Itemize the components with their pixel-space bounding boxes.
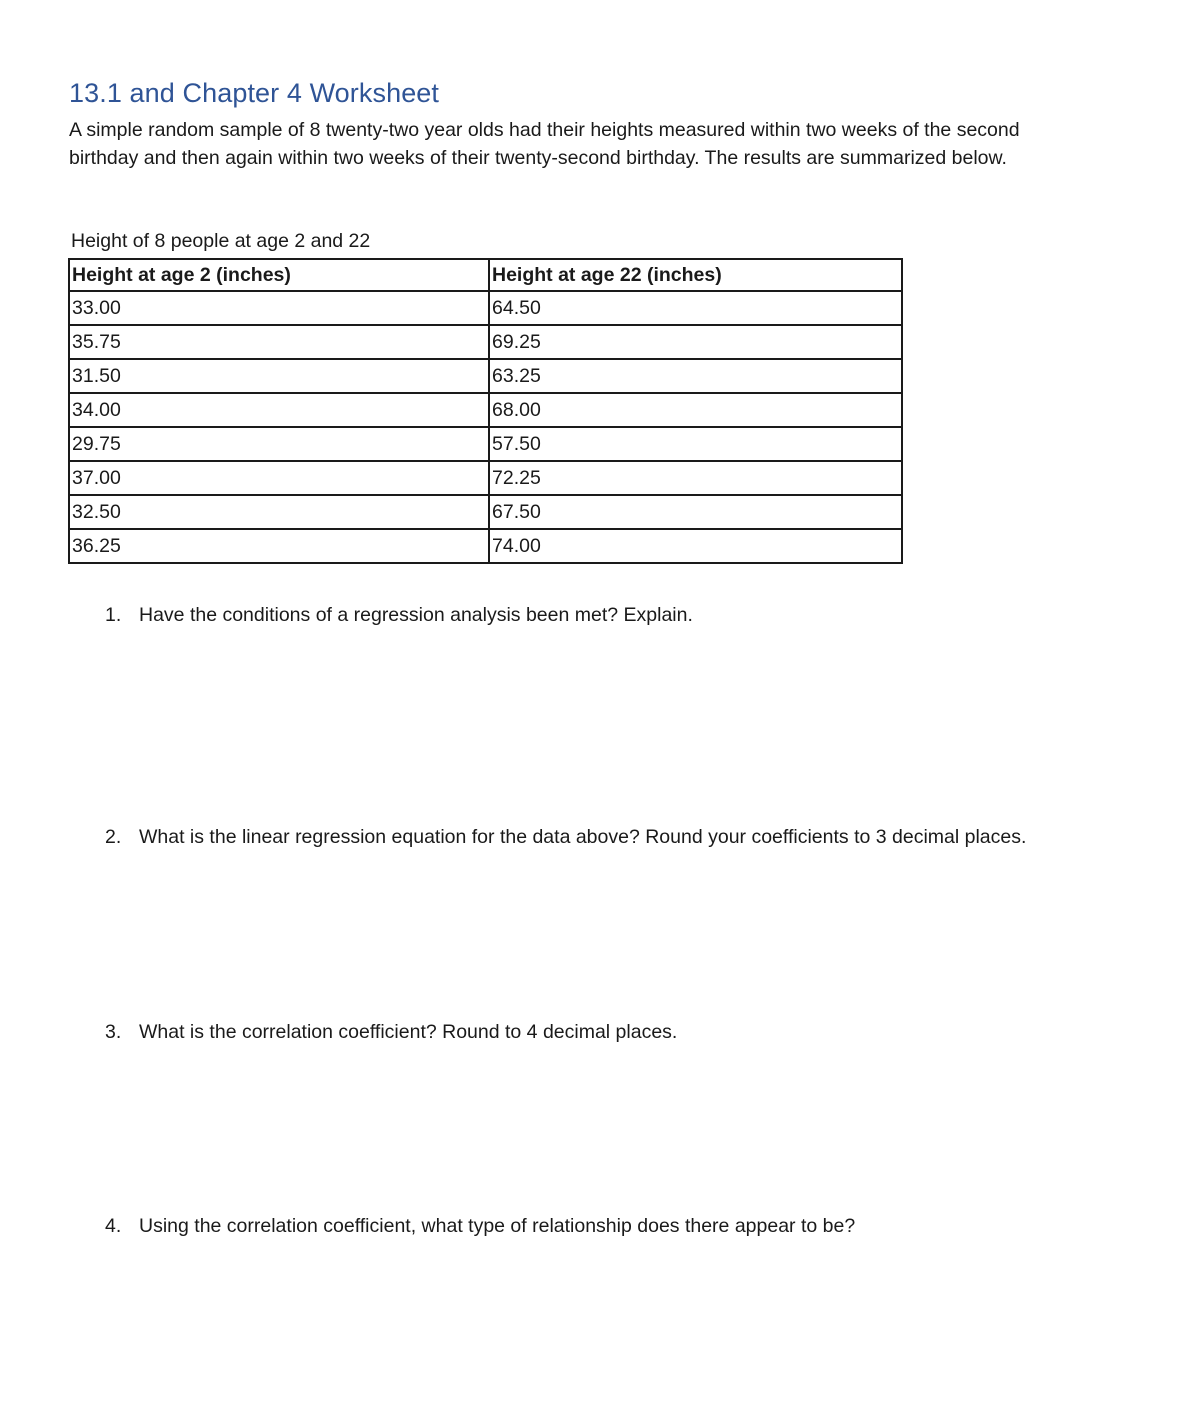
question-3 [105, 1021, 677, 1044]
question-number: 3. [105, 1021, 122, 1043]
cell-age-2: 37.00 [69, 461, 489, 495]
question-2 [105, 826, 1026, 849]
question-text: Using the correlation coefficient, what type of relationship does there appear to be? [139, 1215, 856, 1237]
cell-age-22: 64.50 [489, 291, 902, 325]
header-height-age-22: Height at age 22 (inches) [489, 259, 902, 291]
table-row [69, 461, 902, 495]
cell-age-22: 72.25 [489, 461, 902, 495]
table-row [69, 291, 902, 325]
cell-age-2: 34.00 [69, 393, 489, 427]
question-text: Have the conditions of a regression analysis been met? Explain. [139, 604, 693, 626]
table-row [69, 495, 902, 529]
table-row [69, 359, 902, 393]
question-4 [105, 1215, 855, 1238]
cell-age-2: 36.25 [69, 529, 489, 563]
cell-age-2: 31.50 [69, 359, 489, 393]
cell-age-2: 35.75 [69, 325, 489, 359]
cell-age-22: 69.25 [489, 325, 902, 359]
cell-age-2: 33.00 [69, 291, 489, 325]
question-number: 4. [105, 1215, 122, 1237]
cell-age-22: 67.50 [489, 495, 902, 529]
cell-age-2: 32.50 [69, 495, 489, 529]
cell-age-2: 29.75 [69, 427, 489, 461]
question-text: What is the correlation coefficient? Round to 4 decimal places. [139, 1021, 678, 1043]
cell-age-22: 63.25 [489, 359, 902, 393]
table-header-row [69, 259, 902, 291]
table-caption: Height of 8 people at age 2 and 22 [71, 230, 371, 252]
intro-paragraph: A simple random sample of 8 twenty-two year olds had their heights measured within two weeks of the second birthday and then again within two weeks of their twenty-second birthday. The results are summarized below. [69, 119, 1020, 169]
header-height-age-2: Height at age 2 (inches) [69, 259, 489, 291]
heights-table [68, 258, 903, 564]
table-row [69, 529, 902, 563]
table-row [69, 393, 902, 427]
page-title: 13.1 and Chapter 4 Worksheet [69, 78, 440, 108]
question-text: What is the linear regression equation for the data above? Round your coefficients to 3 decimal places. [139, 826, 1027, 848]
question-1 [105, 604, 693, 627]
question-number: 2. [105, 826, 122, 848]
question-number: 1. [105, 604, 122, 626]
table-row [69, 325, 902, 359]
cell-age-22: 74.00 [489, 529, 902, 563]
table-row [69, 427, 902, 461]
cell-age-22: 57.50 [489, 427, 902, 461]
cell-age-22: 68.00 [489, 393, 902, 427]
